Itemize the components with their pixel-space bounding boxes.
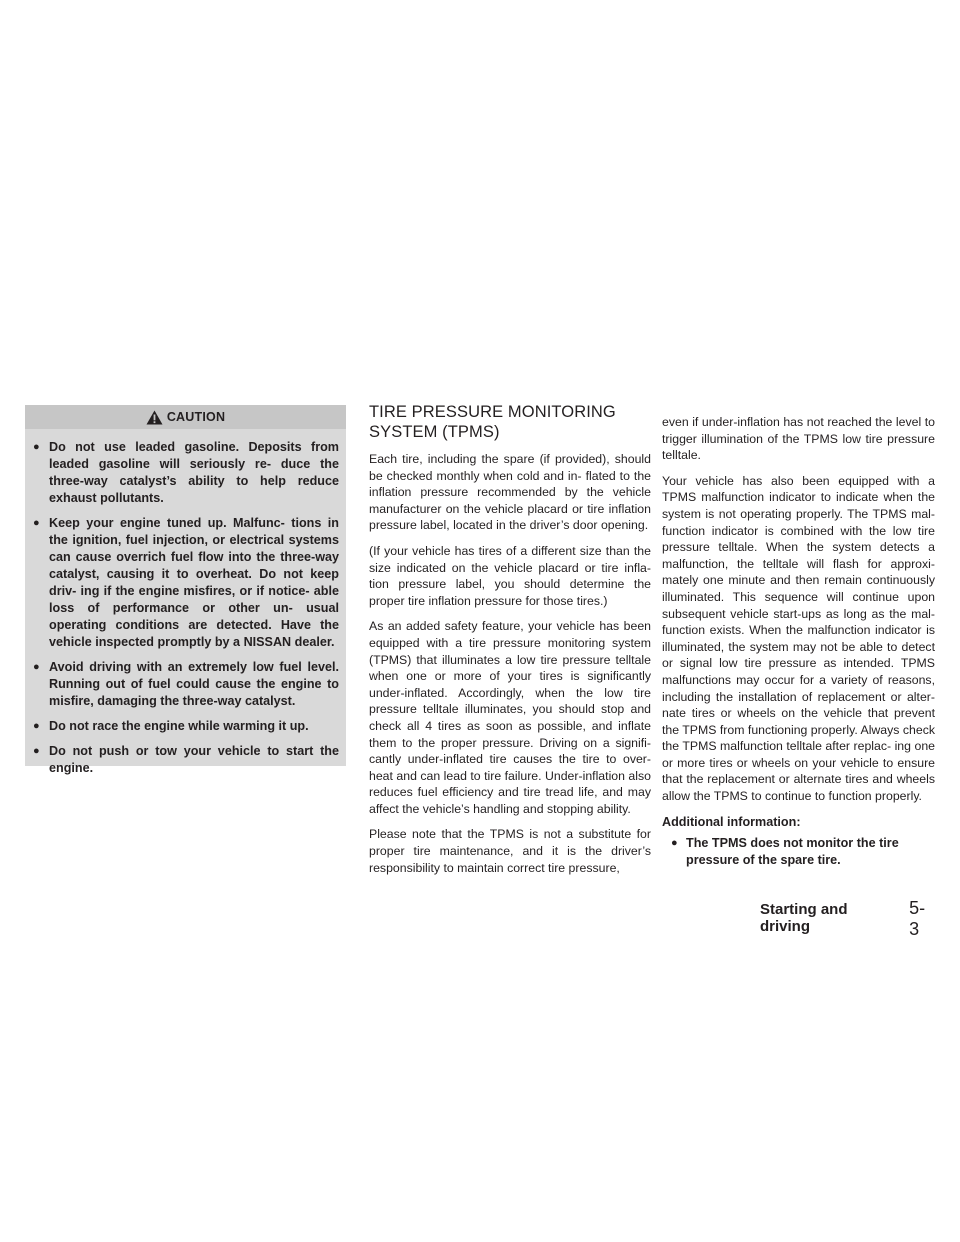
caution-item: [33, 743, 339, 777]
caution-item: [33, 515, 339, 651]
tpms-column: [369, 402, 651, 885]
bullet: ●: [33, 517, 40, 529]
caution-item-text: Keep your engine tuned up. Malfunc- tions in the ignition, fuel injection, or electrical systems can cause overrich fuel flow into the three-way catalyst, causing it to overheat. Do not keep driv- ing if the engine misfires, or if notice- able loss of performance or other un- usual operating conditions are detected. Have the vehicle inspected promptly by a NISSAN dealer.: [49, 516, 339, 649]
additional-info-heading: Additional information:: [662, 814, 801, 829]
paragraph: Each tire, including the spare (if provided), should be checked monthly when cold and in- flated to the inflation pressure recommended by the vehicle manufacturer on the vehicle placard or tire inflation pressure label, located in the driver’s door opening.: [369, 452, 651, 533]
additional-info-text: The TPMS does not monitor the tire pressure of the spare tire.: [686, 835, 899, 867]
caution-item-text: Do not push or tow your vehicle to start the engine.: [49, 744, 339, 775]
paragraph: even if under-inflation has not reached the level to trigger illumination of the TPMS low tire pressure telltale.: [662, 415, 935, 463]
paragraph: Your vehicle has also been equipped with a TPMS malfunction indicator to indicate when the system is not operating properly. The TPMS mal- function indicator is combined with the low tire pressure telltale. When the system detects a malfunction, the telltale will flash for approxi- mately one minute and then remain continuously illuminated. This sequence will continue upon subsequent vehicle start-ups as long as the mal- function exists. When the malfunction indicator is illuminated, the system may not be able to detect or signal low tire pressure as intended. TPMS malfunctions may occur for a variety of reasons, including the installation of replacement or alter- nate tires or wheels on the vehicle that prevent the TPMS from functioning properly. Always check the TPMS malfunction telltale after replac- ing one or more tires or wheels on your vehicle to ensure that the replacement or alternate tires and wheels allow the TPMS to continue to function properly.: [662, 473, 935, 804]
bullet: ●: [671, 836, 678, 849]
bullet: ●: [33, 720, 40, 732]
caution-item: [33, 718, 339, 735]
footer-section-title: Starting and driving: [760, 901, 848, 935]
caution-item: [33, 439, 339, 507]
caution-item: [33, 659, 339, 710]
caution-title: CAUTION: [166, 410, 226, 424]
paragraph: (If your vehicle has tires of a different size than the size indicated on the vehicle placard or tire infla- tion pressure label, you should determine the proper tire inflation pressure for those tires.): [369, 543, 651, 608]
caution-item-text: Do not race the engine while warming it up.: [49, 719, 309, 733]
paragraph: As an added safety feature, your vehicle has been equipped with a tire pressure monitoring system (TPMS) that illuminates a low tire pressure telltale when one or more of your tires is significantly under-inflated. Accordingly, when the low tire pressure telltale illuminates, you should stop and check all 4 tires as soon as possible, and inflate them to the proper pressure. Driving on a signifi- cantly under-inflated tire causes the tire to over- heat and can lead to tire failure. Under-inflation also reduces fuel efficiency and tire tread life, and may affect the vehicle’s handling and stopping ability.: [369, 619, 651, 816]
caution-box: [25, 405, 346, 775]
bullet: ●: [33, 745, 40, 757]
additional-info-list: [662, 835, 935, 869]
caution-item-text: Do not use leaded gasoline. Deposits from leaded gasoline will seriously re- duce the three-way catalyst’s ability to help reduce exhaust pollutants.: [49, 440, 339, 505]
paragraph: Please note that the TPMS is not a substitute for proper tire maintenance, and it is the driver’s responsibility to maintain correct tire pressure,: [369, 827, 651, 875]
additional-info-item: [671, 835, 935, 869]
caution-list: [25, 429, 346, 777]
tpms-continued-column: [662, 414, 935, 869]
caution-header: [25, 405, 346, 429]
page-number: 5-3: [909, 898, 926, 939]
section-heading: TIRE PRESSURE MONITORING SYSTEM (TPMS): [369, 403, 616, 441]
caution-item-text: Avoid driving with an extremely low fuel level. Running out of fuel could cause the engine to misfire, damaging the three-way catalyst.: [49, 660, 339, 708]
bullet: ●: [33, 441, 40, 453]
page-footer: [760, 898, 935, 940]
bullet: ●: [33, 661, 40, 673]
warning-triangle-icon: [146, 410, 163, 425]
